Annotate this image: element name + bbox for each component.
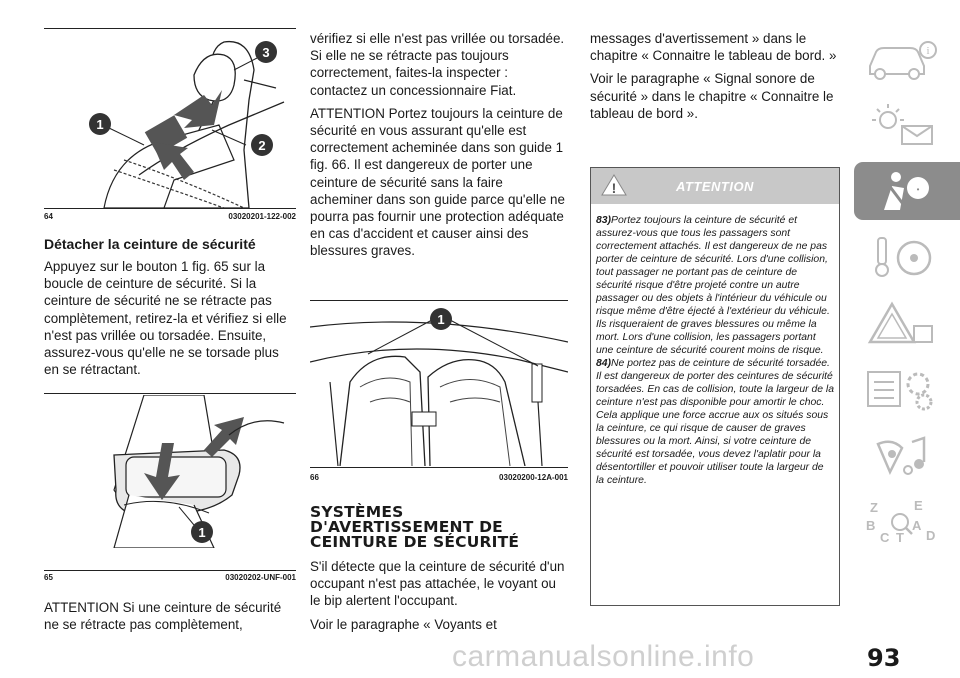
tab-safety[interactable] [854,162,960,220]
key-steering-icon [862,234,942,280]
page-number: 93 [867,644,901,672]
divider [310,467,568,468]
tab-multimedia[interactable] [854,426,960,484]
divider [44,208,296,209]
warning-title: ATTENTION [676,178,754,194]
callout-1: 1 [437,312,445,327]
figure-65-caption [44,573,296,582]
figure-65-illustration [44,395,296,548]
figure-66-illustration [310,302,568,466]
paragraph: Appuyez sur le bouton 1 fig. 65 sur la boucle de ceinture de sécurité. Si la ceinture de sécurité ne se rétracte pas complètement, retirez-la et vérifiez si elle n'est pas vrillée ou torsadée. Ensuite, assurez-vous qu'elle ne se torsade plus en se rétractant. [44,259,287,378]
warning-box [590,167,840,606]
warning-body [591,204,839,487]
tab-letter: T [896,530,904,544]
svg-text:!: ! [611,180,617,196]
svg-text:•: • [916,185,920,194]
figure-66-caption [310,473,568,482]
tab-letter: D [926,528,936,543]
figure-number: 66 [310,473,319,482]
paragraph: vérifiez si elle n'est pas vrillée ou torsadée. Si elle ne se rétracte pas toujours correctement, faites-la inspecter : contactez un concessionnaire Fiat. [310,31,565,98]
tab-index[interactable] [854,492,960,550]
body-text [44,258,296,384]
warning-item-number: 84) [596,358,612,369]
divider [44,393,296,394]
tab-car-info[interactable] [854,30,960,88]
figure-code: 03020201-122-002 [228,212,296,221]
callout-1: 1 [198,525,206,540]
tab-letter: B [866,518,876,533]
paragraph: ATTENTION Si une ceinture de sécurité ne se rétracte pas complètement, [44,600,282,633]
figure-code: 03020202-UNF-001 [225,573,296,582]
divider [310,300,568,301]
callout-2: 2 [258,138,266,153]
section-heading: Détacher la ceinture de sécurité [44,236,256,252]
warning-header [591,168,839,204]
callout-1: 1 [96,117,104,132]
figure-64-illustration [44,30,296,208]
paragraph: Voir le paragraphe « Voyants et [310,616,497,632]
multimedia-icon [862,432,942,478]
figure-code: 03020200-12A-001 [499,473,568,482]
warning-item-text: Portez toujours la ceinture de sécurité et assurez-vous que tous les passagers sont correctement attachés. Il est dangereux de ne pas porter de ceinture de sécurité. Lors d'une collision, tout passager ne portant pas de ceinture de sécurité risque d'être projeté contre un autre passager ou des objets à l'intérieur du véhicule ou risque même d'être éjecté à l'extérieur du véhicule. Ils risqueraient de graves blessures ou même la mort. Lors d'une collision, les passagers portant une ceinture de sécurité courent moins de risque. [596,215,830,356]
warning-item-text: Ne portez pas de ceinture de sécurité torsadée. Il est dangereux de porter des ceintures de sécurité torsadées. En cas de collision, toute la largeur de la ceinture n'est pas disponible pour amortir le choc. Cela applique une force accrue aux os situés sous la ceinture, ce qui risque de causer de graves blessures ou la mort. Ainsi, si votre ceinture de sécurité est torsadée, vous devez l'aplatir pour la désentortiller et pouvoir utiliser toute la largeur de la ceinture. [596,358,834,486]
body-text [310,30,568,266]
divider [44,570,296,571]
tab-emergency[interactable] [854,294,960,352]
divider [44,28,296,29]
figure-64-caption [44,212,296,221]
paragraph: S'il détecte que la ceinture de sécurité d'un occupant n'est pas attachée, le voyant ou le bip alertent l'occupant. [310,559,565,609]
alphabet-index-icon [862,498,942,544]
tab-maintenance[interactable] [854,360,960,418]
callout-3: 3 [262,45,270,60]
tab-letter: C [880,530,890,544]
tab-starting-driving[interactable] [854,228,960,286]
car-info-icon [862,36,942,82]
paragraph: Voir le paragraphe « Signal sonore de sécurité » dans le chapitre « Connaitre le tableau de bord ». [590,71,834,121]
body-text [590,30,840,128]
body-text [44,599,296,639]
tab-letter: E [914,498,923,513]
paragraph: messages d'avertissement » dans le chapitre « Connaitre le tableau de bord. » [590,31,837,64]
seatbelt-airbag-icon [862,168,942,214]
section-heading: SYSTÈMES D'AVERTISSEMENT DE CEINTURE DE SÉCURITÉ [310,503,520,551]
warning-item-number: 83) [596,215,612,226]
tab-letter: Z [870,500,878,515]
tab-warning-lights[interactable] [854,96,960,154]
emergency-triangle-icon [862,300,942,346]
service-gears-icon [862,366,942,412]
tab-letter: A [912,518,922,533]
warning-lights-icon [862,102,942,148]
figure-number: 65 [44,573,53,582]
watermark: carmanualsonline.info [452,640,755,673]
paragraph: ATTENTION Portez toujours la ceinture de sécurité en vous assurant qu'elle est correctement acheminée dans son guide 1 fig. 66. Il est dangereux de porter une ceinture de sécurité sans la faire acheminer dans son guide parce qu'elle ne pourra pas fournir une protection adéquate en cas d'accident et causer ainsi des blessures graves. [310,105,565,259]
svg-text:i: i [926,45,930,57]
figure-number: 64 [44,212,53,221]
body-text [310,558,568,639]
warning-triangle-icon [601,173,627,197]
